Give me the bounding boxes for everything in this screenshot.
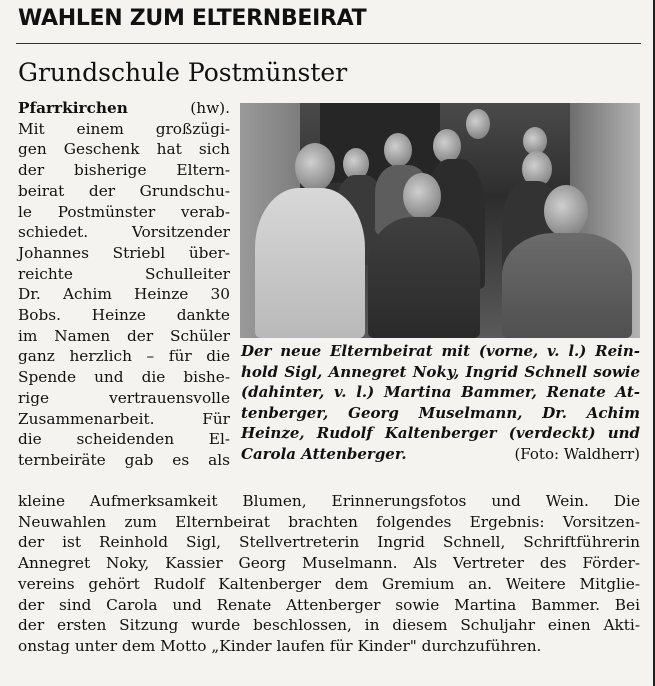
- lead-line: Zusammenarbeit. Für: [18, 409, 230, 428]
- lead-line: Spende und die bishe-: [18, 368, 230, 387]
- lead-line: le Postmünster verab-: [18, 202, 230, 221]
- person-head: [466, 109, 490, 139]
- article-headline: Grundschule Postmünster: [18, 58, 348, 87]
- article-body: [18, 491, 640, 657]
- body-line: onstag unter dem Motto „Kinder laufen für Kinder" durchzuführen.: [18, 636, 542, 655]
- lead-line-1: Pfarrkirchen (hw).: [18, 99, 230, 117]
- lead-line: beirat der Grundschu-: [18, 181, 230, 200]
- person-body: [502, 233, 632, 338]
- person-body: [255, 188, 365, 338]
- lead-line: Mit einem großzügi-: [18, 119, 230, 138]
- body-line: Annegret Noky, Kassier Georg Muselmann. Als Vertreter des Förder-: [18, 554, 640, 573]
- person-head: [403, 173, 441, 219]
- lead-line: ternbeiräte gab es als: [18, 450, 230, 469]
- lead-line: schiedet. Vorsitzender: [18, 223, 230, 242]
- lead-paragraph: [18, 98, 230, 471]
- body-line: vereins gehört Rudolf Kaltenberger dem Gremium an. Weitere Mitglie-: [18, 574, 640, 593]
- section-rubric: WAHLEN ZUM ELTERNBEIRAT: [18, 6, 367, 31]
- body-line: der ist Reinhold Sigl, Stellvertreterin Ingrid Schnell, Schriftführerin: [18, 533, 640, 552]
- body-line: kleine Aufmerksamkeit Blumen, Erinnerungsfotos und Wein. Die: [18, 492, 640, 510]
- lead-line: gen Geschenk hat sich: [18, 140, 230, 159]
- person-head: [544, 185, 588, 237]
- person-head: [384, 133, 412, 167]
- caption-line: Heinze, Rudolf Kaltenberger (verdeckt) und: [241, 424, 640, 443]
- person-body: [368, 217, 480, 338]
- lead-line: ganz herzlich – für die: [18, 347, 230, 366]
- lead-line: rige vertrauensvolle: [18, 388, 230, 407]
- group-photo: [240, 103, 640, 338]
- body-line: der sind Carola und Renate Attenberger sowie Martina Bammer. Bei: [18, 595, 640, 614]
- lead-line: Johannes Striebl über-: [18, 243, 230, 262]
- lead-line: reichte Schulleiter: [18, 264, 230, 283]
- lead-line: Bobs. Heinze dankte: [18, 306, 230, 325]
- caption-line: Der neue Elternbeirat mit (vorne, v. l.) Rein-: [241, 342, 640, 360]
- lead-line: die scheidenden El-: [18, 430, 230, 449]
- person-head: [295, 143, 335, 191]
- lead-line: im Namen der Schüler: [18, 326, 230, 345]
- caption-line: tenberger, Georg Muselmann, Dr. Achim: [241, 403, 640, 422]
- lead-line: Dr. Achim Heinze 30: [18, 285, 230, 304]
- photo-caption: [241, 341, 640, 465]
- photo-credit: (Foto: Waldherr): [514, 444, 640, 463]
- caption-line: hold Sigl, Annegret Noky, Ingrid Schnell sowie: [241, 362, 640, 381]
- dateline-place: Pfarrkirchen: [18, 99, 128, 117]
- body-line: Neuwahlen zum Elternbeirat brachten folgendes Ergebnis: Vorsitzen-: [18, 512, 640, 531]
- caption-line: Carola Attenberger. (Foto: Waldherr): [241, 444, 640, 463]
- person-head: [433, 129, 461, 163]
- caption-line: (dahinter, v. l.) Martina Bammer, Renate At-: [241, 383, 640, 402]
- body-line: der ersten Sitzung wurde beschlossen, in diesem Schuljahr einen Akti-: [18, 616, 640, 635]
- rubric-rule: [16, 43, 641, 44]
- lead-line: der bisherige Eltern-: [18, 161, 230, 180]
